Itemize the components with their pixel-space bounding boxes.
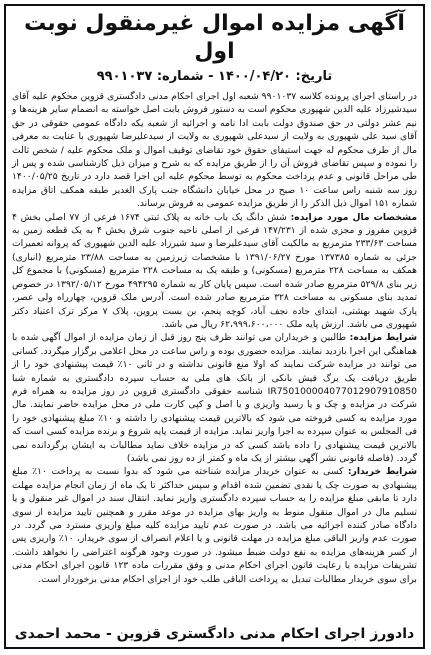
property-text: شش دانگ یک باب خانه به پلاک ثبتی ۱۶۷۴ فرعی از ۷۷ اصلی بخش ۴ قزوین مفروز و مجزی شده از ۱۴۷/۲۳۱ فرعی از اصلی ناحیه جنوب شرق بخش ۴ به یک قطعه زمین به مساحت ۲۳۳/۶۳ مترمربع به مالکیت آقای سیدعلیرضا و سید شیرزاد علیه الدین شهپوری که پروانه تعمیرات جزئی به شماره ۱۳۷۳۸۵ مورخ ۱۳۹۱/۰۶/۲۷ با مشخصات زیرزمین به مساحت ۲۳/۸۸ مترمربع (انباری) همکف به مساحت ۲۲۸ مترمربع (مسکونی) و طبقه یک به مساحت ۲۲۸ مترمربع (مسکونی) با مجموع کل زیر بنای ۵۲۹/۸ مترمربع صادر شده است. سپس پایان کار به شماره ۴۹۴۲۹۵ مورخ ۱۳۹۲/۰۵/۱۲ در خصوص تمدید بنای مسکونی به مساحت ۳۲۸ مترمربع صادر شده است. آدرس ملک قزوین، چهارراه ولی عصر، پارک شهید بهشتی، ابتدای جاده نجف آباد، کوچه پنجم، بن بست پروین، پلاک ۷ مرکز ترک اعتیاد دکتر شهپوری می باشد. ارزش پایه ملک ۶۲،۹۹۹،۶۰۰،۰۰۰ ریال می باشد. xyxy=(12,211,418,330)
notice-date-number: تاریخ: ۱۴۰۰/۰۴/۲۰ - شماره: ۹۹۰۱۰۳۷ xyxy=(96,69,333,84)
conditions-heading: شرایط مزایده: xyxy=(349,332,418,344)
notice-body xyxy=(12,90,417,586)
notice-signature: دادورز اجرای احکام مدنی دادگستری قزوین - محمد احمدی xyxy=(14,626,415,642)
auction-notice xyxy=(4,4,425,649)
buyer-text: کسی به عنوان خریدار مزایده شناخته می شود که بدوا نسبت به پرداخت ۱۰٪ مبلغ پیشنهادی به صورت چک یا نقدی تضمین شده اقدام و سپس حداکثر تا یک ماه از زمان انجام مزایده مهلت دارد تا مابقی مبلغ مزایده را به حساب سپرده دادگستری واریز نماید. انتقال سند در اموال غیر منقول و یا تسلیم مال در اموال منقول منوط به واریز بهای مزایده در موعد مقرر و همچنین تایید مزایده از سوی دادگاه صادر کننده اجرائیه می باشد. در صورت عدم تایید مزایده کلیه مبلغ واریزی مسترد می گردد. در صورت عدم واریز الباقی مبلغ مزایده در مهلت قانونی و یا اعلام انصراف از سوی خریدار، ۱۰٪ واریزی پس از کسر هزینه‌های مزایده به نفع دولت ضبط میشود. در صورت وجود هرگونه اعتراضی را نخواهد داشت. تشریفات مزایده با رعایت قانون اجرای احکام مدنی و وفق مقررات ماده ۱۲۳ قانون اجرای احکام مدنی برای سوی خریدار مطالبات تبدیل به پرداخت الباقی طلب خود از اجرای احکام مدنی برخوردار است. xyxy=(12,466,417,585)
buyer-heading: شرایط خریدار: xyxy=(347,466,418,478)
conditions-paragraph xyxy=(12,331,417,465)
intro-paragraph: در راستای اجرای پرونده کلاسه ۹۹۰۱۰۳۷ شعبه اول اجرای احکام مدنی دادگستری قزوین محکوم علیه آقای سیدشیرزاد علیه الدین شهپوری محکوم است به دستور فروش بابت اصل خواسته به انضمام سایر هزینه‌ها و نیم عشر دولتی در حق صندوق دولت بابت ادا نامه و اجرائیه از شعبه یکه دادگاه عمومی حقوقی در حق آقای سید علی شهپوری به ولایت از سیدعلی شهپوری به ولایت از سیدعلیرضا شهپوری با عنایت به معرفی مال از طرف محکوم له جهت استیفای حقوق خود تقاضای توقیف اموال و ملک محکوم علیه / شخص ثالث را نموده و سپس تقاضای فروش آن را از طریق مزایده که به شرح و میزان ذیل کارشناسی شده و پس از طی مراحل قانونی و عدم پرداخت محکوم به توسط محکوم علیه این اجرا قصد دارد در تاریخ ۱۴۰۰/۰۵/۲۵ روز سه شنبه راس ساعت ۱۰ صبح در محل خیابان دانشگاه جنب پارک الغدیر طبقه همکف اتاق مزایده شماره ۱۵۱ اموال ذیل الذکر را از طریق مزایده عمومی به فروش برساند. xyxy=(12,91,417,210)
notice-title: آگهی مزایده اموال غیرمنقول نوبت اول xyxy=(24,11,405,64)
property-heading: مشخصات مال مورد مزایده: xyxy=(290,211,418,223)
property-paragraph xyxy=(12,211,417,332)
buyer-paragraph xyxy=(12,465,417,586)
conditions-text: طالبین و خریداران می توانند ظرف پنج روز قبل از زمان مزایده از اموال آگهی شده با هماهنگی این اجرا بازدید نمایند. مزایده حضوری بوده و راس ساعت در محل اعلامی برگزار میگردد. کسانی می توانند در مزایده شرکت نمایند که اولا منع قانونی نداشته و در ثانی ۱۰٪ قیمت پیشنهادی خود را از طریق دریافت یک برگ فیش بانکی از بانک های ملی به حساب سپرده دادگستری به شماره شبا IR750100004077012907910850 شناسه حقوقی دادگستری قزوین در روز مزایده به همراه فرم شرکت در مزایده و چک و یا رسید واریزی و یا اصل و کپی کارت ملی در محل مزایده حاضر نمایند. مال مورد مزایده به کسی فروخته می شود که بالاترین قیمت پیشنهادی را داشته و ۱۰٪ مبلغ پیشنهادی خود را فی المجلس به عنوان سپرده به اجرا واریز نماید. مزایده از قیمت پایه شروع و برنده مزایده کسی است که بالاترین قیمت پیشنهادی را داده باشد کسی که در مزایده خلاف نماید مطالبات به ایشان برگردانده نمی گردد. (فاصله قانونی نشر آگهی بیشتر از یک ماه و کمتر از ده روز نمی باشد) xyxy=(12,332,417,464)
